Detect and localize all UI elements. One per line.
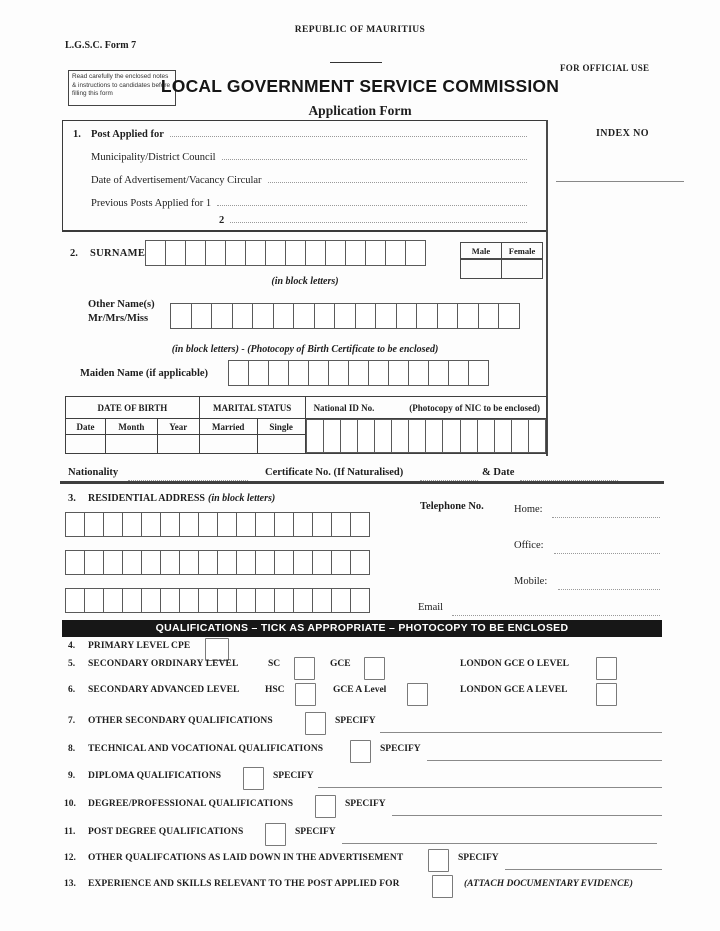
char-cell[interactable] xyxy=(293,303,315,329)
form-code: L.G.S.C. Form 7 xyxy=(65,40,137,51)
and-date-label: & Date xyxy=(482,467,515,478)
item11-label: POST DEGREE QUALIFICATIONS xyxy=(88,827,244,837)
item4-label: PRIMARY LEVEL CPE xyxy=(88,641,191,651)
char-cell[interactable] xyxy=(141,588,161,613)
char-cell[interactable] xyxy=(252,303,274,329)
item9-label: DIPLOMA QUALIFICATIONS xyxy=(88,771,222,781)
advert-date-line[interactable] xyxy=(268,181,527,183)
char-cell[interactable] xyxy=(306,419,324,453)
char-cell[interactable] xyxy=(305,240,326,266)
char-cell[interactable] xyxy=(236,550,256,575)
item8-specify-line[interactable] xyxy=(427,759,662,761)
char-cell[interactable] xyxy=(145,240,166,266)
char-cell[interactable] xyxy=(448,360,469,386)
item8-specify-label: SPECIFY xyxy=(380,744,421,754)
char-cell[interactable] xyxy=(460,419,478,453)
char-cell[interactable] xyxy=(331,550,351,575)
item13-evidence-note: (ATTACH DOCUMENTARY EVIDENCE) xyxy=(464,879,633,889)
office-phone-line[interactable] xyxy=(554,552,660,554)
item8-label: TECHNICAL AND VOCATIONAL QUALIFICATIONS xyxy=(88,744,324,754)
char-cell[interactable] xyxy=(365,240,386,266)
char-cell[interactable] xyxy=(416,303,438,329)
qualification-row-10 xyxy=(62,795,662,821)
experience-checkbox[interactable] xyxy=(432,875,453,898)
char-cell[interactable] xyxy=(511,419,529,453)
char-cell[interactable] xyxy=(442,419,460,453)
char-cell[interactable] xyxy=(245,240,266,266)
section1-number: 1. xyxy=(73,129,81,140)
char-cell[interactable] xyxy=(248,360,269,386)
char-cell[interactable] xyxy=(405,240,426,266)
republic-heading: REPUBLIC OF MAURITIUS xyxy=(294,25,426,35)
char-cell[interactable] xyxy=(331,588,351,613)
london-a-level-checkbox[interactable] xyxy=(596,683,617,706)
char-cell[interactable] xyxy=(198,550,218,575)
char-cell[interactable] xyxy=(348,360,369,386)
block-letters-note: (in block letters) xyxy=(271,276,339,287)
char-cell[interactable] xyxy=(273,303,295,329)
char-cell[interactable] xyxy=(285,240,306,266)
item10-specify-line[interactable] xyxy=(392,814,662,816)
char-cell[interactable] xyxy=(65,550,85,575)
month-header: Month xyxy=(105,419,157,435)
dob-header: DATE OF BIRTH xyxy=(66,397,200,419)
char-cell[interactable] xyxy=(350,588,370,613)
char-cell[interactable] xyxy=(437,303,459,329)
item11-specify-label: SPECIFY xyxy=(295,827,336,837)
char-cell[interactable] xyxy=(225,240,246,266)
gce-checkbox[interactable] xyxy=(364,657,385,680)
char-cell[interactable] xyxy=(205,240,226,266)
char-cell[interactable] xyxy=(312,588,332,613)
qualification-row-8 xyxy=(62,740,662,766)
london-o-level-label: LONDON GCE O LEVEL xyxy=(460,659,570,669)
gender-table xyxy=(460,242,543,279)
char-cell[interactable] xyxy=(236,588,256,613)
title-options-label: Mr/Mrs/Miss xyxy=(88,313,149,324)
address-cells-row1 xyxy=(65,512,370,537)
advert-date-row xyxy=(73,175,543,186)
section2-number: 2. xyxy=(70,248,78,259)
char-cell[interactable] xyxy=(211,303,233,329)
char-cell[interactable] xyxy=(160,588,180,613)
item9-specify-label: SPECIFY xyxy=(273,771,314,781)
char-cell[interactable] xyxy=(191,303,213,329)
item12-specify-line[interactable] xyxy=(505,868,662,870)
char-cell[interactable] xyxy=(217,588,237,613)
item5-label: SECONDARY ORDINARY LEVEL xyxy=(88,659,239,669)
item12-number: 12. xyxy=(64,853,76,863)
female-header: Female xyxy=(502,243,543,260)
char-cell[interactable] xyxy=(334,303,356,329)
char-cell[interactable] xyxy=(255,512,275,537)
char-cell[interactable] xyxy=(103,550,123,575)
char-cell[interactable] xyxy=(408,419,426,453)
residential-address-note: (in block letters) xyxy=(208,493,276,504)
index-no-label: INDEX NO xyxy=(596,128,649,139)
nid-note: (Photocopy of NIC to be enclosed) xyxy=(409,402,540,413)
char-cell[interactable] xyxy=(368,360,389,386)
char-cell[interactable] xyxy=(478,303,500,329)
other-secondary-checkbox[interactable] xyxy=(305,712,326,735)
char-cell[interactable] xyxy=(494,419,512,453)
office-label: Office: xyxy=(514,540,544,551)
previous-posts-row xyxy=(73,198,543,209)
char-cell[interactable] xyxy=(65,588,85,613)
char-cell[interactable] xyxy=(179,588,199,613)
char-cell[interactable] xyxy=(232,303,254,329)
char-cell[interactable] xyxy=(396,303,418,329)
other-qualifications-checkbox[interactable] xyxy=(428,849,449,872)
char-cell[interactable] xyxy=(268,360,289,386)
char-cell[interactable] xyxy=(288,360,309,386)
date-input-cell[interactable] xyxy=(66,435,106,454)
char-cell[interactable] xyxy=(312,512,332,537)
char-cell[interactable] xyxy=(141,550,161,575)
other-names-label: Other Name(s) xyxy=(88,299,155,310)
section-divider xyxy=(60,481,664,484)
surname-cells xyxy=(145,240,426,266)
item7-number: 7. xyxy=(68,716,76,726)
year-header: Year xyxy=(157,419,199,435)
item10-label: DEGREE/PROFESSIONAL QUALIFICATIONS xyxy=(88,799,294,809)
birth-certificate-note: (in block letters) - (Photocopy of Birth Certificate to be enclosed) xyxy=(171,344,439,355)
char-cell[interactable] xyxy=(84,512,104,537)
item7-specify-label: SPECIFY xyxy=(335,716,376,726)
char-cell[interactable] xyxy=(388,360,409,386)
char-cell[interactable] xyxy=(477,419,495,453)
month-input-cell[interactable] xyxy=(105,435,157,454)
married-tick-cell[interactable] xyxy=(199,435,257,454)
nid-header-cell xyxy=(305,397,546,419)
previous-posts-line-1[interactable] xyxy=(217,204,527,206)
qualification-row-11 xyxy=(62,823,662,849)
char-cell[interactable] xyxy=(84,550,104,575)
qualification-row-12 xyxy=(62,849,662,875)
item5-number: 5. xyxy=(68,659,76,669)
char-cell[interactable] xyxy=(265,240,286,266)
char-cell[interactable] xyxy=(141,512,161,537)
sc-checkbox[interactable] xyxy=(294,657,315,680)
address-cells-row2 xyxy=(65,550,370,575)
char-cell[interactable] xyxy=(391,419,409,453)
item10-specify-label: SPECIFY xyxy=(345,799,386,809)
qualification-row-9 xyxy=(62,767,662,793)
maiden-name-cells xyxy=(228,360,489,386)
char-cell[interactable] xyxy=(293,512,313,537)
mobile-label: Mobile: xyxy=(514,576,548,587)
hsc-label: HSC xyxy=(265,685,285,695)
item10-number: 10. xyxy=(64,799,76,809)
post-degree-checkbox[interactable] xyxy=(265,823,286,846)
item8-number: 8. xyxy=(68,744,76,754)
marital-header: MARITAL STATUS xyxy=(199,397,305,419)
gce-a-level-label: GCE A Level xyxy=(333,685,387,695)
char-cell[interactable] xyxy=(374,419,392,453)
char-cell[interactable] xyxy=(274,588,294,613)
nationality-label: Nationality xyxy=(68,467,119,478)
char-cell[interactable] xyxy=(198,512,218,537)
char-cell[interactable] xyxy=(357,419,375,453)
char-cell[interactable] xyxy=(468,360,489,386)
item11-specify-line[interactable] xyxy=(342,842,657,844)
previous-posts-row-2 xyxy=(73,215,543,226)
instructions-notice-box: Read carefully the enclosed notes & instructions to candidates before filling this form xyxy=(68,70,176,106)
sc-label: SC xyxy=(268,659,281,669)
char-cell[interactable] xyxy=(308,360,329,386)
char-cell[interactable] xyxy=(217,512,237,537)
address-cells-row3 xyxy=(65,588,370,613)
char-cell[interactable] xyxy=(228,360,249,386)
char-cell[interactable] xyxy=(293,588,313,613)
char-cell[interactable] xyxy=(345,240,366,266)
residential-address-label: RESIDENTIAL ADDRESS xyxy=(88,493,205,504)
london-a-level-label: LONDON GCE A LEVEL xyxy=(460,685,568,695)
single-tick-cell[interactable] xyxy=(257,435,305,454)
nid-label: National ID No. xyxy=(313,402,375,413)
email-label: Email xyxy=(418,602,444,613)
qualifications-banner: QUALIFICATIONS – TICK AS APPROPRIATE – PHOTOCOPY TO BE ENCLOSED xyxy=(62,620,662,637)
char-cell[interactable] xyxy=(293,550,313,575)
char-cell[interactable] xyxy=(122,550,142,575)
char-cell[interactable] xyxy=(255,588,275,613)
previous-posts-label: Previous Posts Applied for 1 xyxy=(91,198,212,209)
char-cell[interactable] xyxy=(425,419,443,453)
mobile-phone-line[interactable] xyxy=(558,588,660,590)
post-applied-label: Post Applied for xyxy=(91,129,164,140)
char-cell[interactable] xyxy=(236,512,256,537)
item9-specify-line[interactable] xyxy=(318,786,662,788)
char-cell[interactable] xyxy=(170,303,192,329)
qualification-row-7 xyxy=(62,712,662,738)
form-subtitle: Application Form xyxy=(308,103,412,118)
gce-label: GCE xyxy=(330,659,351,669)
home-phone-line[interactable] xyxy=(552,516,660,518)
char-cell[interactable] xyxy=(355,303,377,329)
degree-professional-checkbox[interactable] xyxy=(315,795,336,818)
char-cell[interactable] xyxy=(350,550,370,575)
municipality-line[interactable] xyxy=(222,158,527,160)
char-cell[interactable] xyxy=(255,550,275,575)
char-cell[interactable] xyxy=(528,419,546,453)
male-header: Male xyxy=(461,243,502,260)
municipality-label: Municipality/District Council xyxy=(91,152,216,163)
surname-label: SURNAME xyxy=(90,248,146,259)
char-cell[interactable] xyxy=(375,303,397,329)
char-cell[interactable] xyxy=(122,588,142,613)
char-cell[interactable] xyxy=(217,550,237,575)
qualification-row-6 xyxy=(62,681,662,707)
char-cell[interactable] xyxy=(340,419,358,453)
char-cell[interactable] xyxy=(65,512,85,537)
married-header: Married xyxy=(199,419,257,435)
item7-specify-line[interactable] xyxy=(380,731,662,733)
other-names-cells xyxy=(170,303,520,329)
char-cell[interactable] xyxy=(103,588,123,613)
item13-label: EXPERIENCE AND SKILLS RELEVANT TO THE POST APPLIED FOR xyxy=(88,879,400,889)
gce-a-level-checkbox[interactable] xyxy=(407,683,428,706)
qualification-row-13 xyxy=(62,875,662,901)
home-label: Home: xyxy=(514,504,543,515)
page-title: LOCAL GOVERNMENT SERVICE COMMISSION xyxy=(160,76,560,96)
single-header: Single xyxy=(257,419,305,435)
municipality-row xyxy=(73,152,543,163)
item4-number: 4. xyxy=(68,641,76,651)
item6-number: 6. xyxy=(68,685,76,695)
char-cell[interactable] xyxy=(331,512,351,537)
char-cell[interactable] xyxy=(428,360,449,386)
char-cell[interactable] xyxy=(122,512,142,537)
char-cell[interactable] xyxy=(103,512,123,537)
char-cell[interactable] xyxy=(314,303,336,329)
char-cell[interactable] xyxy=(274,550,294,575)
diploma-checkbox[interactable] xyxy=(243,767,264,790)
item7-label: OTHER SECONDARY QUALIFICATIONS xyxy=(88,716,273,726)
item11-number: 11. xyxy=(64,827,76,837)
london-o-level-checkbox[interactable] xyxy=(596,657,617,680)
item13-number: 13. xyxy=(64,879,76,889)
technical-vocational-checkbox[interactable] xyxy=(350,740,371,763)
index-no-line[interactable] xyxy=(556,181,684,182)
section3-number: 3. xyxy=(68,493,76,504)
email-line[interactable] xyxy=(452,614,660,616)
certificate-label: Certificate No. (If Naturalised) xyxy=(265,467,404,478)
nid-cells-container xyxy=(305,419,546,454)
previous-posts-2-label: 2 xyxy=(219,215,225,226)
post-applied-line[interactable] xyxy=(170,135,527,137)
char-cell[interactable] xyxy=(160,550,180,575)
char-cell[interactable] xyxy=(325,240,346,266)
hsc-checkbox[interactable] xyxy=(295,683,316,706)
char-cell[interactable] xyxy=(323,419,341,453)
char-cell[interactable] xyxy=(160,512,180,537)
char-cell[interactable] xyxy=(179,550,199,575)
post-applied-row xyxy=(73,129,543,140)
char-cell[interactable] xyxy=(328,360,349,386)
section1-post-applied-box xyxy=(62,120,548,232)
char-cell[interactable] xyxy=(312,550,332,575)
char-cell[interactable] xyxy=(385,240,406,266)
year-input-cell[interactable] xyxy=(157,435,199,454)
char-cell[interactable] xyxy=(408,360,429,386)
qualification-row-5 xyxy=(62,655,662,681)
char-cell[interactable] xyxy=(274,512,294,537)
telephone-label: Telephone No. xyxy=(420,501,484,512)
date-header: Date xyxy=(66,419,106,435)
char-cell[interactable] xyxy=(185,240,206,266)
item12-label: OTHER QUALIFCATIONS AS LAID DOWN IN THE ADVERTISEMENT xyxy=(88,853,404,863)
item12-specify-label: SPECIFY xyxy=(458,853,499,863)
item9-number: 9. xyxy=(68,771,76,781)
char-cell[interactable] xyxy=(179,512,199,537)
official-use-label: FOR OFFICIAL USE xyxy=(560,63,650,73)
previous-posts-line-2[interactable] xyxy=(230,221,527,223)
advert-date-label: Date of Advertisement/Vacancy Circular xyxy=(91,175,262,186)
header-divider xyxy=(330,62,382,63)
dob-marital-nid-table xyxy=(65,396,547,454)
char-cell[interactable] xyxy=(198,588,218,613)
char-cell[interactable] xyxy=(84,588,104,613)
char-cell[interactable] xyxy=(165,240,186,266)
nid-cells xyxy=(306,419,546,453)
maiden-name-label: Maiden Name (if applicable) xyxy=(80,368,209,379)
item6-label: SECONDARY ADVANCED LEVEL xyxy=(88,685,240,695)
char-cell[interactable] xyxy=(350,512,370,537)
char-cell[interactable] xyxy=(457,303,479,329)
char-cell[interactable] xyxy=(498,303,520,329)
